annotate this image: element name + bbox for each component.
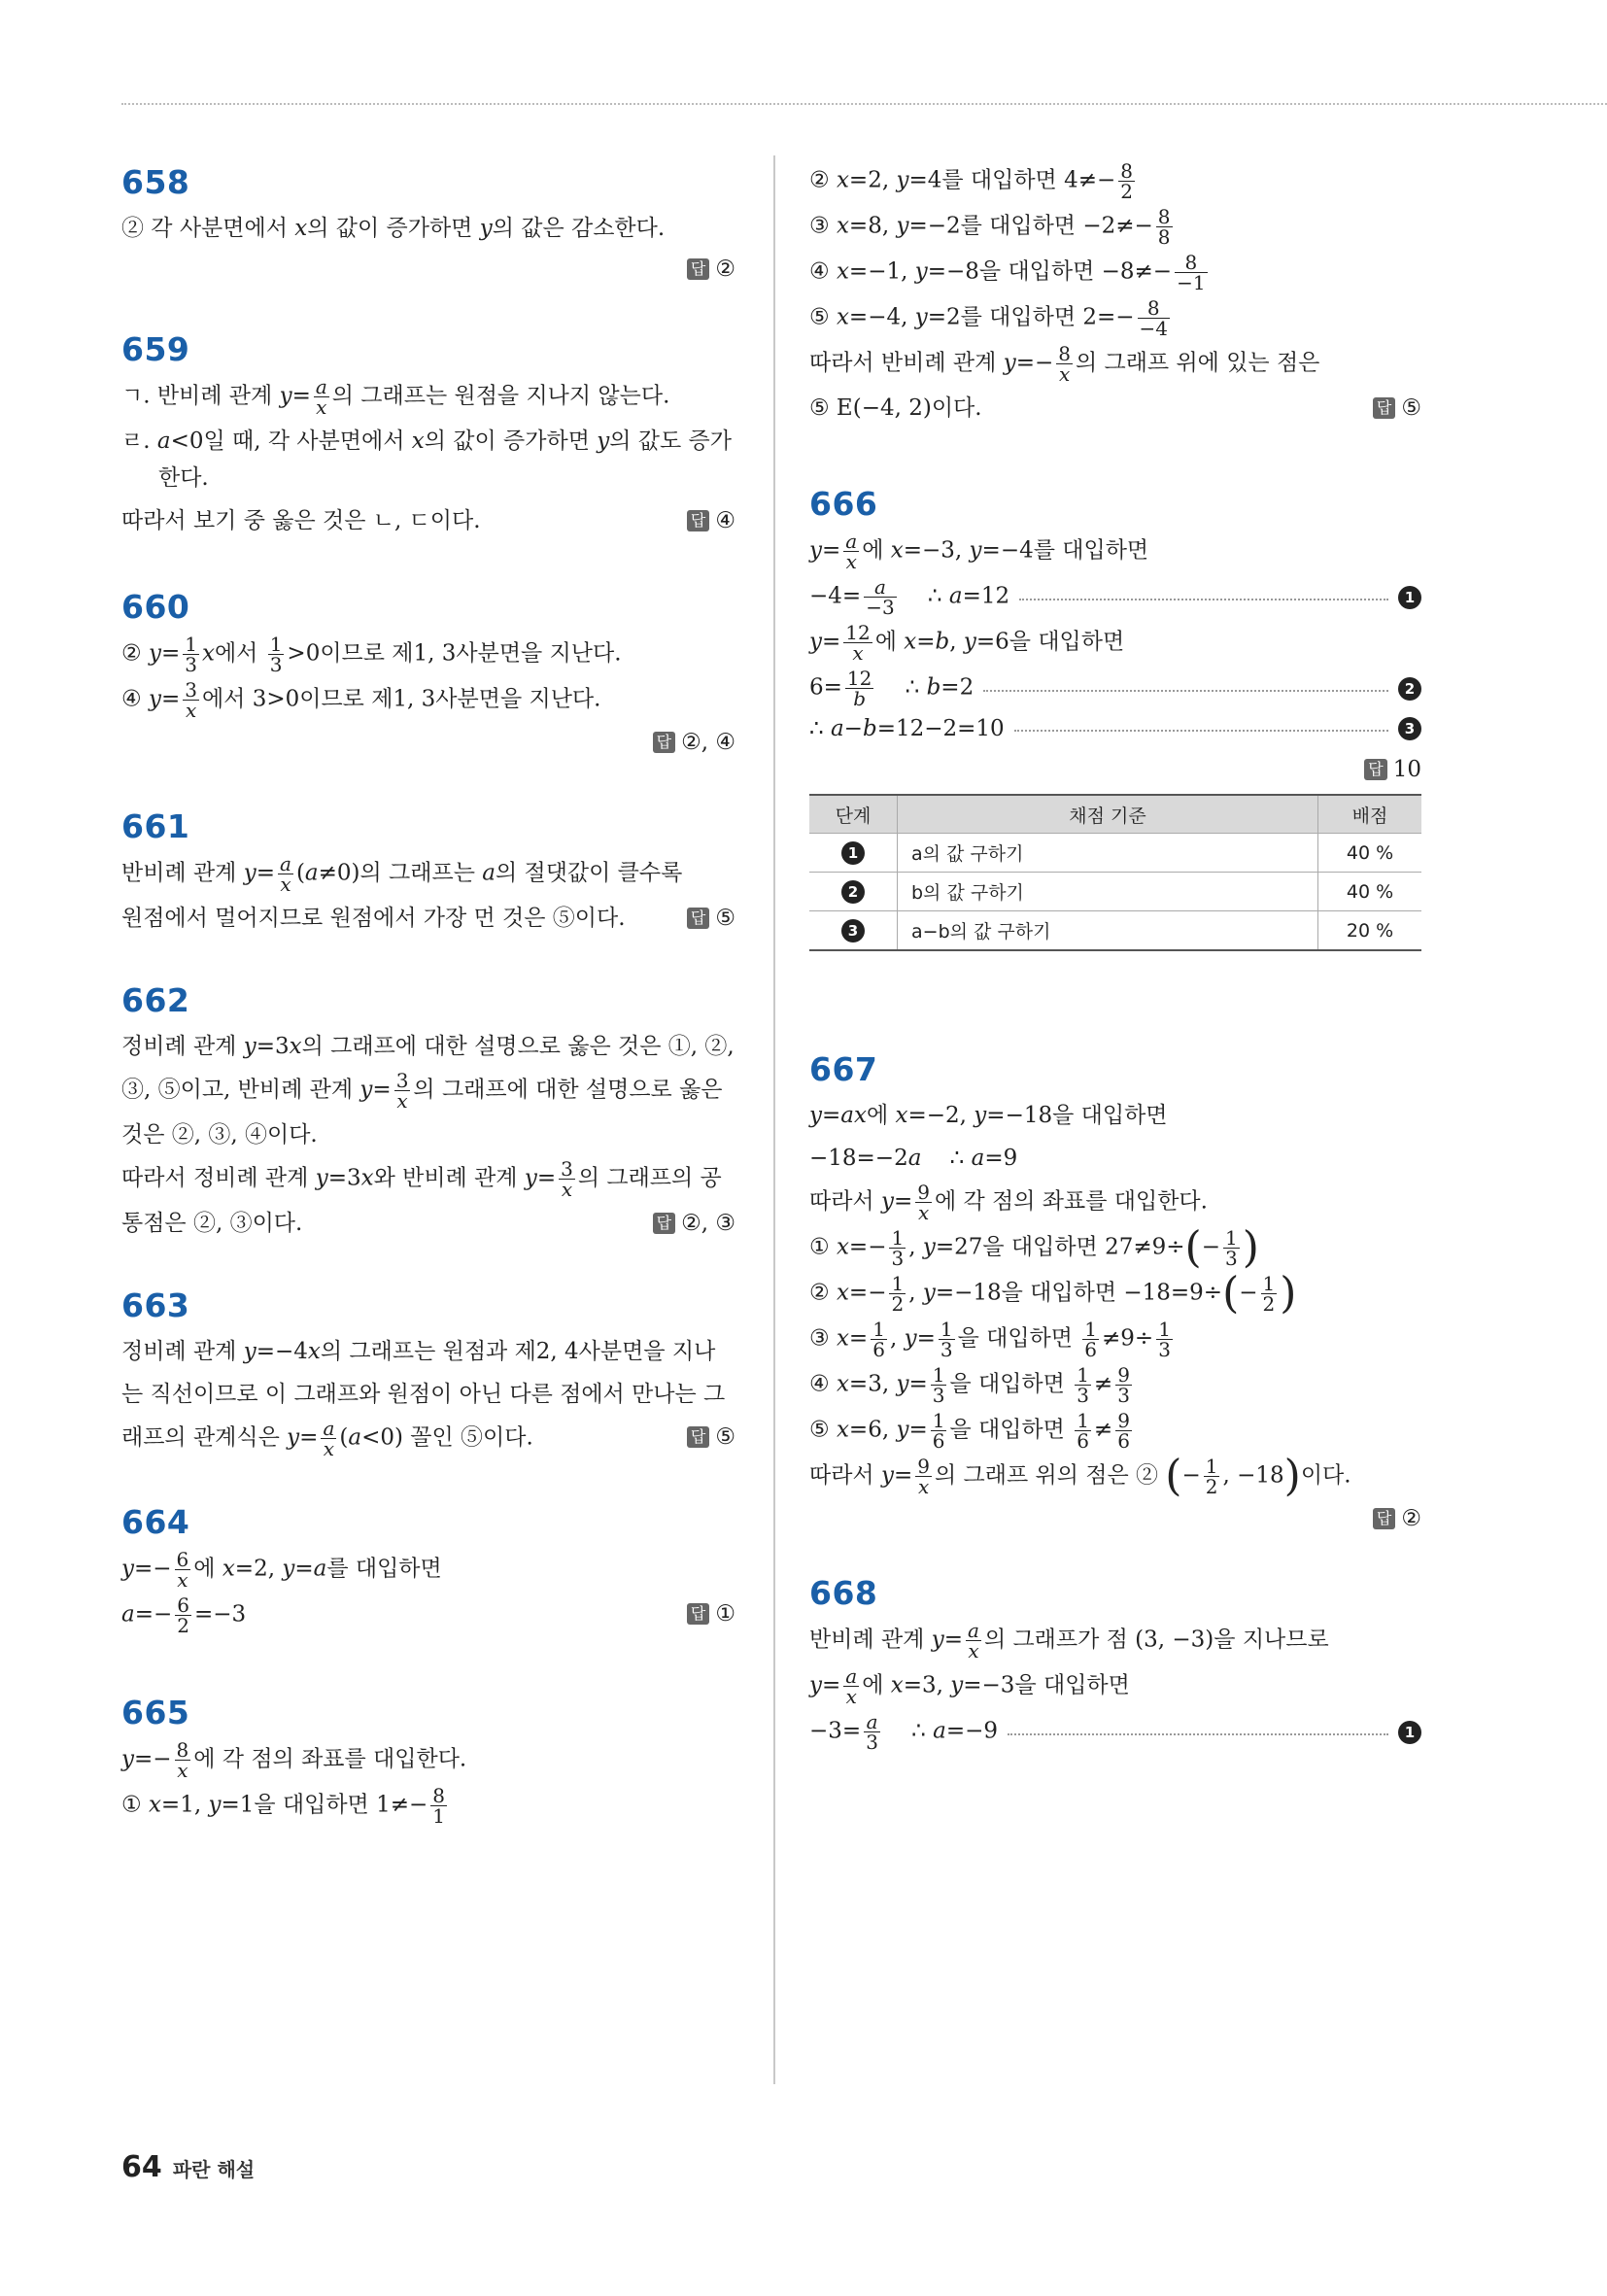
solution-line: 정비례 관계 y=3x의 그래프에 대한 설명으로 옳은 것은 ①, ②,: [121, 1034, 735, 1059]
solution-step: ∴ a−b=12−2=10 3: [809, 710, 1421, 747]
answer-label: 답: [687, 258, 709, 280]
solution-line: 따라서 반비례 관계 y=− $\frac{8}{x}$ 의 그래프 위에 있는 점은: [809, 342, 1320, 386]
left-column: [121, 155, 735, 1832]
answer-label: 답: [1373, 397, 1395, 419]
problem-661: [121, 805, 735, 937]
solution-line: ㄹ. a<0일 때, 각 사분면에서 x의 값이 증가하면 y의 값도 증가한다.: [121, 428, 732, 491]
solution-line: ③ x=8, y=−2를 대입하면 −2≠− $\frac{8}{8}$: [809, 205, 1171, 249]
table-row: [809, 834, 1421, 873]
problem-number: 660: [121, 588, 190, 626]
problem-664: [121, 1501, 735, 1635]
points-cell: 40 %: [1318, 834, 1422, 873]
table-header: 배점: [1318, 795, 1422, 834]
column-divider: [773, 155, 775, 2084]
solution-line: y= $\frac{a}{x}$ 에 x=3, y=−3을 대입하면: [809, 1664, 1130, 1708]
problem-665: [121, 1692, 735, 1826]
solution-line: ② 각 사분면에서 x의 값이 증가하면 y의 값은 감소한다.: [121, 216, 666, 241]
solution-line: ② x=2, y=4를 대입하면 4≠− $\frac{8}{2}$: [809, 159, 1133, 203]
solution-line: ㄱ. 반비례 관계 y= $\frac{a}{x}$ 의 그래프는 원점을 지나지 않는다.: [121, 375, 670, 419]
answer-label: 답: [687, 908, 709, 929]
solution-line: ④ x=3, y= $\frac{1}{3}$ 을 대입하면 $\frac{1}{3}$ ≠ $\frac{9}{3}$: [809, 1363, 1130, 1407]
right-column: [809, 155, 1421, 1758]
answer: 답 10: [809, 753, 1421, 786]
problem-662: [121, 979, 735, 1242]
problem-667: [809, 1048, 1421, 1535]
solution-line: ③, ⑤이고, 반비례 관계 y= $\frac{3}{x}$ 의 그래프에 대한 설명으로 옳은: [121, 1069, 723, 1113]
solution-line: 반비례 관계 y= $\frac{a}{x}$ (a≠0)의 그래프는 a의 절댓값이 클수록: [121, 852, 683, 896]
answer-label: 답: [687, 1603, 709, 1625]
problem-668: [809, 1572, 1421, 1752]
table-header-row: [809, 795, 1421, 834]
solution-line: ① x=− $\frac{1}{3}$ , y=27을 대입하면 27≠9÷(− $\frac{1}{3}$ ): [809, 1222, 1259, 1273]
criterion-cell: a−b의 값 구하기: [898, 911, 1318, 951]
step-marker: 1: [841, 841, 865, 865]
solution-line: y=ax에 x=−2, y=−18을 대입하면: [809, 1103, 1168, 1128]
solution-line: y=− $\frac{6}{x}$ 에 x=2, y=a를 대입하면: [121, 1548, 442, 1592]
solution-line: 는 직선이므로 이 그래프와 원점이 아닌 다른 점에서 만나는 그: [121, 1382, 726, 1407]
solution-line: ② x=− $\frac{1}{2}$ , y=−18을 대입하면 −18=9÷(− $\frac{1}{2}$ ): [809, 1268, 1297, 1319]
problem-665-continued: [809, 161, 1421, 427]
criterion-cell: b의 값 구하기: [898, 873, 1318, 911]
answer: 답 ②, ④: [121, 726, 735, 759]
problem-number: 659: [121, 330, 190, 368]
solution-line: y= $\frac{12}{x}$ 에 x=b, y=6을 대입하면: [809, 621, 1125, 665]
problem-number: 668: [809, 1574, 878, 1612]
solution-line: ④ x=−1, y=−8을 대입하면 −8≠− $\frac{8}{-1}$: [809, 251, 1206, 294]
answer: 답 ④: [687, 502, 735, 539]
problem-658: [121, 161, 735, 286]
solution-line: ① x=1, y=1을 대입하면 1≠− $\frac{8}{1}$: [121, 1784, 445, 1828]
solution-line: ③ x= $\frac{1}{6}$ , y= $\frac{1}{3}$ 을 대입하면 $\frac{1}{6}$ ≠9÷ $\frac{1}{3}$: [809, 1318, 1171, 1361]
problem-number: 665: [121, 1694, 190, 1731]
problem-659: [121, 328, 735, 539]
problem-number: 663: [121, 1286, 190, 1324]
problem-number: 664: [121, 1503, 190, 1541]
answer: 답 ⑤: [1373, 390, 1421, 427]
solution-line: 따라서 y= $\frac{9}{x}$ 에 각 점의 좌표를 대입한다.: [809, 1181, 1208, 1224]
answer-label: 답: [1364, 759, 1386, 780]
answer: 답 ⑤: [687, 900, 735, 937]
step-marker-3: 3: [1398, 717, 1421, 740]
problem-666: [809, 483, 1421, 951]
page-footer: [121, 2150, 255, 2184]
answer: 답 ⑤: [687, 1419, 735, 1456]
problem-number: 667: [809, 1050, 878, 1088]
answer-label: 답: [653, 732, 675, 753]
solution-line: 래프의 관계식은 y= $\frac{a}{x}$ (a<0) 꼴인 ⑤이다. 답 ⑤: [121, 1417, 735, 1460]
solution-line: 반비례 관계 y= $\frac{a}{x}$ 의 그래프가 점 (3, −3)을 지나므로: [809, 1619, 1329, 1662]
step-marker: 2: [841, 880, 865, 904]
solution-line: ⑤ E(−4, 2)이다. 답 ⑤: [809, 390, 1421, 427]
table-row: [809, 873, 1421, 911]
solution-step: −4= $\frac{a}{-3}$ ∴ a=12 1: [809, 577, 1421, 617]
solution-line: a=− $\frac{6}{2}$ =−3 답 ①: [121, 1593, 735, 1637]
solution-line: ② y= $\frac{1}{3}$ x에서 $\frac{1}{3}$ >0이므로 제1, 3사분면을 지난다.: [121, 633, 622, 676]
step-marker-2: 2: [1398, 677, 1421, 701]
solution-line: y= $\frac{a}{x}$ 에 x=−3, y=−4를 대입하면: [809, 530, 1149, 573]
solution-line: −18=−2a ∴ a=9: [809, 1146, 1018, 1171]
section-label: 파란 해설: [172, 2158, 256, 2181]
answer-label: 답: [687, 1426, 709, 1448]
problem-number: 662: [121, 981, 190, 1019]
solution-line: ⑤ x=6, y= $\frac{1}{6}$ 을 대입하면 $\frac{1}{6}$ ≠ $\frac{9}{6}$: [809, 1409, 1130, 1453]
step-marker-1: 1: [1398, 1721, 1421, 1744]
page-number: 64: [121, 2150, 162, 2184]
table-header: 단계: [809, 795, 898, 834]
problem-number: 666: [809, 485, 878, 523]
step-marker-1: 1: [1398, 586, 1421, 609]
solution-step: 6= $\frac{12}{b}$ ∴ b=2 2: [809, 668, 1421, 708]
problem-663: [121, 1285, 735, 1458]
points-cell: 40 %: [1318, 873, 1422, 911]
solution-line: 원점에서 멀어지므로 원점에서 가장 먼 것은 ⑤이다. 답 ⑤: [121, 900, 735, 937]
answer: 답 ②: [121, 253, 735, 286]
step-marker: 3: [841, 919, 865, 942]
problem-number: 658: [121, 163, 190, 201]
answer: 답 ②, ③: [653, 1205, 735, 1242]
solution-line: 정비례 관계 y=−4x의 그래프는 원점과 제2, 4사분면을 지나: [121, 1339, 716, 1364]
solution-line: ④ y= $\frac{3}{x}$ 에서 3>0이므로 제1, 3사분면을 지난다.: [121, 678, 601, 722]
solution-line: 따라서 y= $\frac{9}{x}$ 의 그래프 위의 점은 ② (− $\frac{1}{2}$ , −18)이다.: [809, 1451, 1351, 1501]
answer: 답 ①: [687, 1595, 735, 1632]
answer-label: 답: [653, 1213, 675, 1234]
table-row: [809, 911, 1421, 951]
answer-label: 답: [687, 510, 709, 531]
solution-line: 것은 ②, ③, ④이다.: [121, 1122, 318, 1148]
top-dotted-rule: [121, 103, 1607, 105]
answer-label: 답: [1373, 1508, 1395, 1529]
table-header: 채점 기준: [898, 795, 1318, 834]
solution-line: 따라서 정비례 관계 y=3x와 반비례 관계 y= $\frac{3}{x}$ 의 그래프의 공: [121, 1157, 722, 1201]
solution-line: y=− $\frac{8}{x}$ 에 각 점의 좌표를 대입한다.: [121, 1738, 467, 1782]
problem-660: [121, 586, 735, 759]
problem-number: 661: [121, 807, 190, 845]
criterion-cell: a의 값 구하기: [898, 834, 1318, 873]
solution-line: 통점은 ②, ③이다. 답 ②, ③: [121, 1205, 735, 1242]
grading-table: [809, 794, 1421, 951]
answer: 답 ②: [809, 1502, 1421, 1535]
solution-step: −3= $\frac{a}{3}$ ∴ a=−9 1: [809, 1712, 1421, 1752]
solution-line: 따라서 보기 중 옳은 것은 ㄴ, ㄷ이다. 답 ④: [121, 502, 735, 539]
points-cell: 20 %: [1318, 911, 1422, 951]
solution-line: ⑤ x=−4, y=2를 대입하면 2=− $\frac{8}{-4}$: [809, 296, 1169, 340]
